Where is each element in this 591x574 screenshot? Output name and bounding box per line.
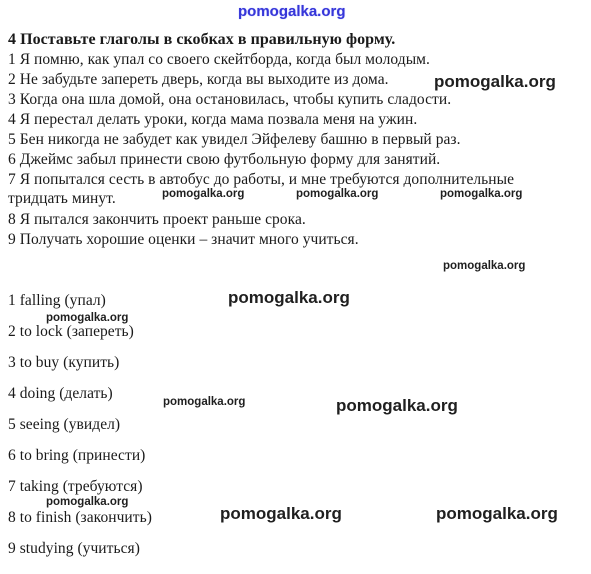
exercise-sentence: 4 Я перестал делать уроки, когда мама позвала меня на ужин. (8, 111, 418, 128)
answer-item: 1 falling (упал) (8, 292, 106, 309)
answer-item: 6 to bring (принести) (8, 447, 146, 464)
watermark: pomogalka.org (46, 496, 129, 508)
exercise-sentence: 8 Я пытался закончить проект раньше срока. (8, 211, 306, 228)
answer-item: 5 seeing (увидел) (8, 416, 121, 433)
answer-item: 4 doing (делать) (8, 385, 113, 402)
watermark: pomogalka.org (220, 504, 342, 523)
answer-item: 2 to lock (запереть) (8, 323, 134, 340)
answer-item: 9 studying (учиться) (8, 540, 140, 557)
exercise-sentence: 3 Когда она шла домой, она остановилась, чтобы купить сладости. (8, 91, 452, 108)
watermark: pomogalka.org (162, 188, 245, 200)
watermark: pomogalka.org (434, 72, 556, 91)
exercise-sentence: 2 Не забудьте запереть дверь, когда вы выходите из дома. (8, 71, 389, 88)
exercise-heading: 4 Поставьте глаголы в скобках в правильную форму. (8, 31, 396, 48)
exercise-sentence: 6 Джеймс забыл принести свою футбольную форму для занятий. (8, 151, 441, 168)
answer-item: 7 taking (требуются) (8, 478, 143, 495)
watermark: pomogalka.org (443, 260, 526, 272)
watermark: pomogalka.org (46, 312, 129, 324)
watermark: pomogalka.org (336, 396, 458, 415)
exercise-sentence-continuation: тридцать минут. (8, 190, 116, 207)
exercise-sentence: 7 Я попытался сесть в автобус до работы, и мне требуются дополнительные (8, 171, 515, 188)
watermark: pomogalka.org (296, 188, 379, 200)
answer-item: 3 to buy (купить) (8, 354, 120, 371)
watermark: pomogalka.org (440, 188, 523, 200)
exercise-sentence: 1 Я помню, как упал со своего скейтборда, когда был молодым. (8, 51, 430, 68)
watermark: pomogalka.org (436, 504, 558, 523)
watermark-top: pomogalka.org (238, 3, 346, 20)
exercise-sentence: 9 Получать хорошие оценки – значит много учиться. (8, 231, 359, 248)
exercise-sentence: 5 Бен никогда не забудет как увидел Эйфелеву башню в первый раз. (8, 131, 461, 148)
watermark: pomogalka.org (163, 396, 246, 408)
watermark: pomogalka.org (228, 288, 350, 307)
answer-item: 8 to finish (закончить) (8, 509, 152, 526)
